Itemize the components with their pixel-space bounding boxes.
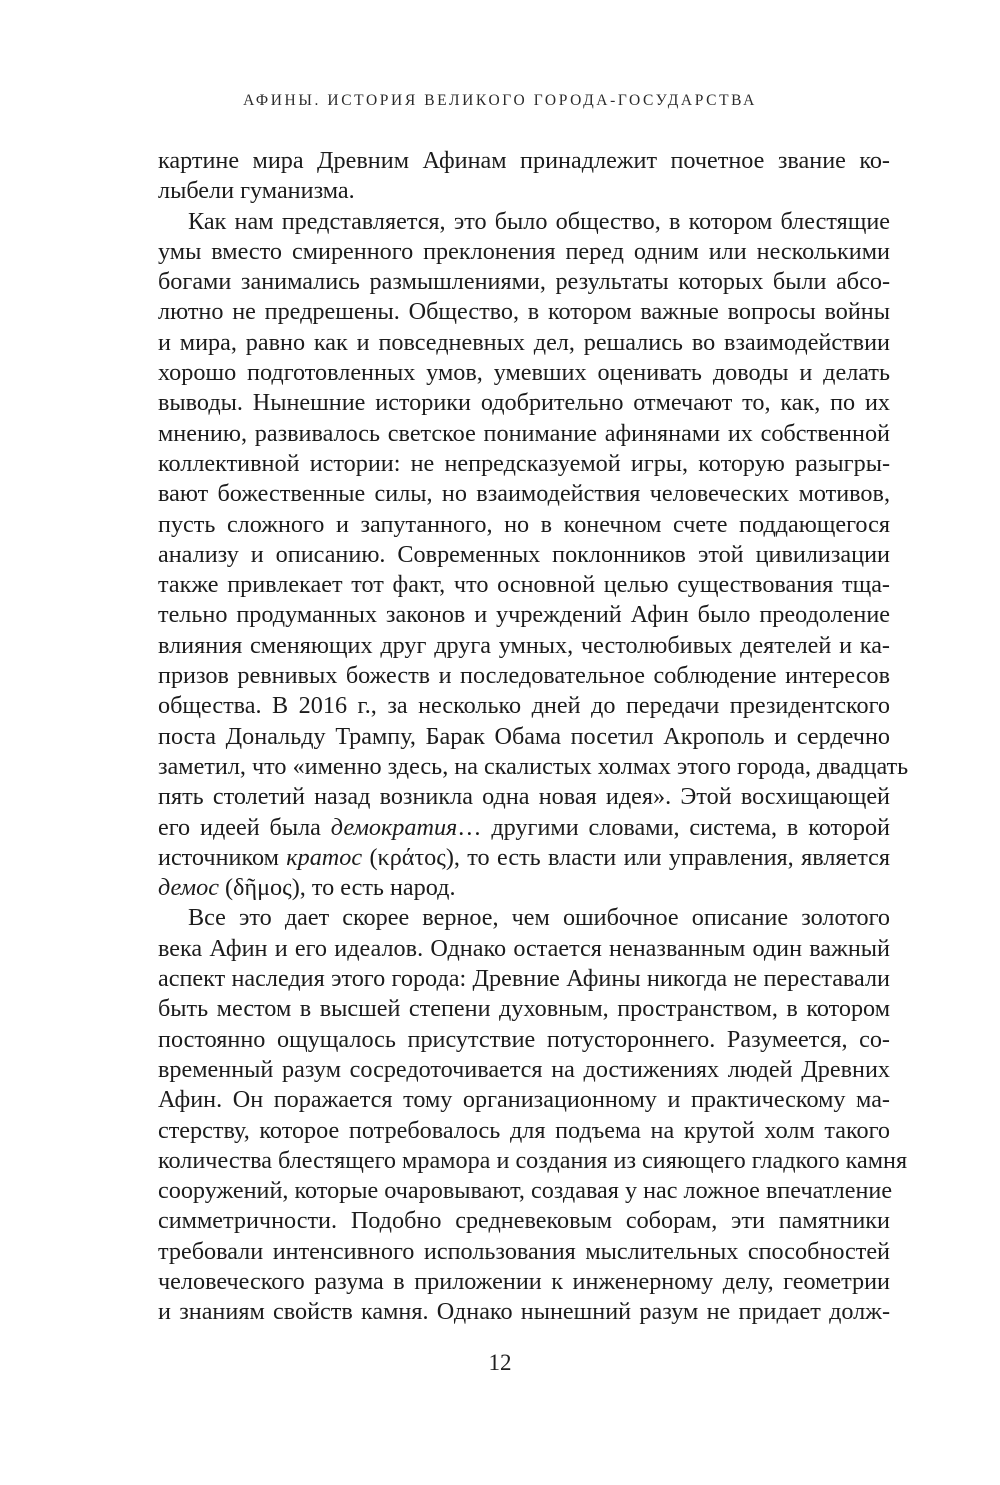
text-segment: призов ревнивых божеств и последовательное соблюдение интересов	[158, 662, 890, 690]
text-segment: коллективной истории: не непредсказуемой игры, которую разыгры-	[158, 449, 890, 477]
text-segment: пять столетий назад возникла одна новая идея». Этой восхищающей	[158, 783, 890, 811]
text-line	[158, 358, 890, 388]
text-line	[158, 600, 890, 630]
text-segment: лыбели гуманизма.	[158, 177, 355, 205]
text-line	[158, 570, 890, 600]
text-line	[158, 1297, 890, 1327]
text-segment: аспект наследия этого города: Древние Афины никогда не переставали	[158, 965, 890, 993]
text-line	[158, 994, 890, 1024]
text-segment: века Афин и его идеалов. Однако остается неназванным один важный	[158, 934, 890, 962]
text-line	[158, 1146, 908, 1176]
text-segment: человеческого разума в приложении к инженерному делу, геометрии	[158, 1267, 890, 1295]
text-line	[158, 964, 890, 994]
text-segment: Афин. Он поражается тому организационному и практическому ма-	[158, 1086, 890, 1114]
text-line	[158, 176, 890, 206]
text-line	[158, 510, 890, 540]
text-line	[158, 903, 890, 933]
text-segment: анализу и описанию. Современных поклонников этой цивилизации	[158, 540, 890, 568]
text-segment: источником	[158, 843, 287, 871]
italic-term: демос	[158, 874, 219, 902]
text-line	[158, 540, 890, 570]
text-segment: быть местом в высшей степени духовным, пространством, в котором	[158, 995, 890, 1023]
text-segment: мнению, развивалось светское понимание афинянами их собственной	[158, 419, 890, 447]
text-segment: симметричности. Подобно средневековым соборам, эти памятники	[158, 1207, 890, 1235]
text-line	[158, 934, 890, 964]
text-line	[158, 237, 890, 267]
text-line	[158, 449, 890, 479]
italic-term: демократия	[330, 813, 458, 841]
text-segment: Все это дает скорее верное, чем ошибочное описание золотого	[188, 904, 890, 932]
text-segment: Как нам представляется, это было общество, в котором блестящие	[188, 207, 890, 235]
text-line	[158, 1176, 893, 1206]
text-segment: … другими словами, система, в которой	[457, 813, 890, 841]
text-segment: влияния сменяющих друг друга умных, честолюбивых деятелей и ка-	[158, 631, 890, 659]
text-segment: умы вместо смиренного преклонения перед одним или несколькими	[158, 237, 890, 265]
text-line	[158, 1055, 890, 1085]
text-line	[158, 843, 890, 873]
text-segment: общества. В 2016 г., за несколько дней до передачи президентского	[158, 692, 890, 720]
text-segment: пусть сложного и запутанного, но в конечном счете поддающегося	[158, 510, 890, 538]
italic-term: кратос	[286, 843, 363, 871]
text-line	[158, 782, 890, 812]
text-line	[158, 1025, 890, 1055]
text-line	[158, 752, 909, 782]
text-segment: требовали интенсивного использования мыслительных способностей	[158, 1237, 890, 1265]
text-line	[158, 1116, 890, 1146]
text-line	[158, 1085, 890, 1115]
text-line	[158, 479, 890, 509]
text-segment: (κράτος), то есть власти или управления, является	[362, 843, 890, 871]
text-segment: (δῆμος), то есть народ.	[218, 874, 456, 902]
text-segment: и знаниям свойств камня. Однако нынешний разум не придает долж-	[158, 1298, 890, 1326]
text-line	[158, 1267, 890, 1297]
text-line	[158, 207, 890, 237]
text-line	[158, 267, 890, 297]
body-text	[158, 146, 909, 1328]
text-segment: количества блестящего мрамора и создания из сияющего гладкого камня	[158, 1146, 908, 1174]
text-line	[158, 419, 890, 449]
text-line	[158, 661, 890, 691]
running-head: АФИНЫ. ИСТОРИЯ ВЕЛИКОГО ГОРОДА-ГОСУДАРСТВА	[243, 92, 757, 109]
text-segment: вают божественные силы, но взаимодействия человеческих мотивов,	[158, 480, 890, 508]
text-segment: тельно продуманных законов и учреждений Афин было преодоление	[158, 601, 890, 629]
text-segment: и мира, равно как и повседневных дел, решались во взаимодействии	[158, 328, 890, 356]
text-line	[158, 722, 890, 752]
text-line	[158, 388, 890, 418]
text-line	[158, 873, 890, 903]
text-segment: лютно не предрешены. Общество, в котором важные вопросы войны	[158, 298, 890, 326]
text-line	[158, 631, 890, 661]
text-line	[158, 691, 890, 721]
text-segment: временный разум сосредоточивается на достижениях людей Древних	[158, 1055, 890, 1083]
text-line	[158, 1237, 890, 1267]
text-segment: хорошо подготовленных умов, умевших оценивать доводы и делать	[158, 359, 890, 387]
text-segment: богами занимались размышлениями, результаты которых были абсо-	[158, 268, 890, 296]
text-segment: его идеей была	[158, 813, 331, 841]
text-line	[158, 146, 890, 176]
text-segment: картине мира Древним Афинам принадлежит почетное звание ко-	[158, 147, 890, 174]
text-segment: заметил, что «именно здесь, на скалистых холмах этого города, двадцать	[158, 752, 909, 780]
text-segment: выводы. Нынешние историки одобрительно отмечают то, как, по их	[158, 389, 890, 417]
text-segment: постоянно ощущалось присутствие потустороннего. Разумеется, со-	[158, 1025, 890, 1053]
text-segment: сооружений, которые очаровывают, создавая у нас ложное впечатление	[158, 1177, 893, 1205]
text-line	[158, 1206, 890, 1236]
text-line	[158, 328, 890, 358]
text-segment: поста Дональду Трампу, Барак Обама посетил Акрополь и сердечно	[158, 722, 890, 750]
text-line	[158, 813, 890, 843]
text-line	[158, 297, 890, 327]
text-segment: также привлекает тот факт, что основной целью существования тща-	[158, 571, 890, 599]
text-segment: стерству, которое потребовалось для подъема на крутой холм такого	[158, 1116, 890, 1144]
page-number: 12	[488, 1350, 512, 1375]
